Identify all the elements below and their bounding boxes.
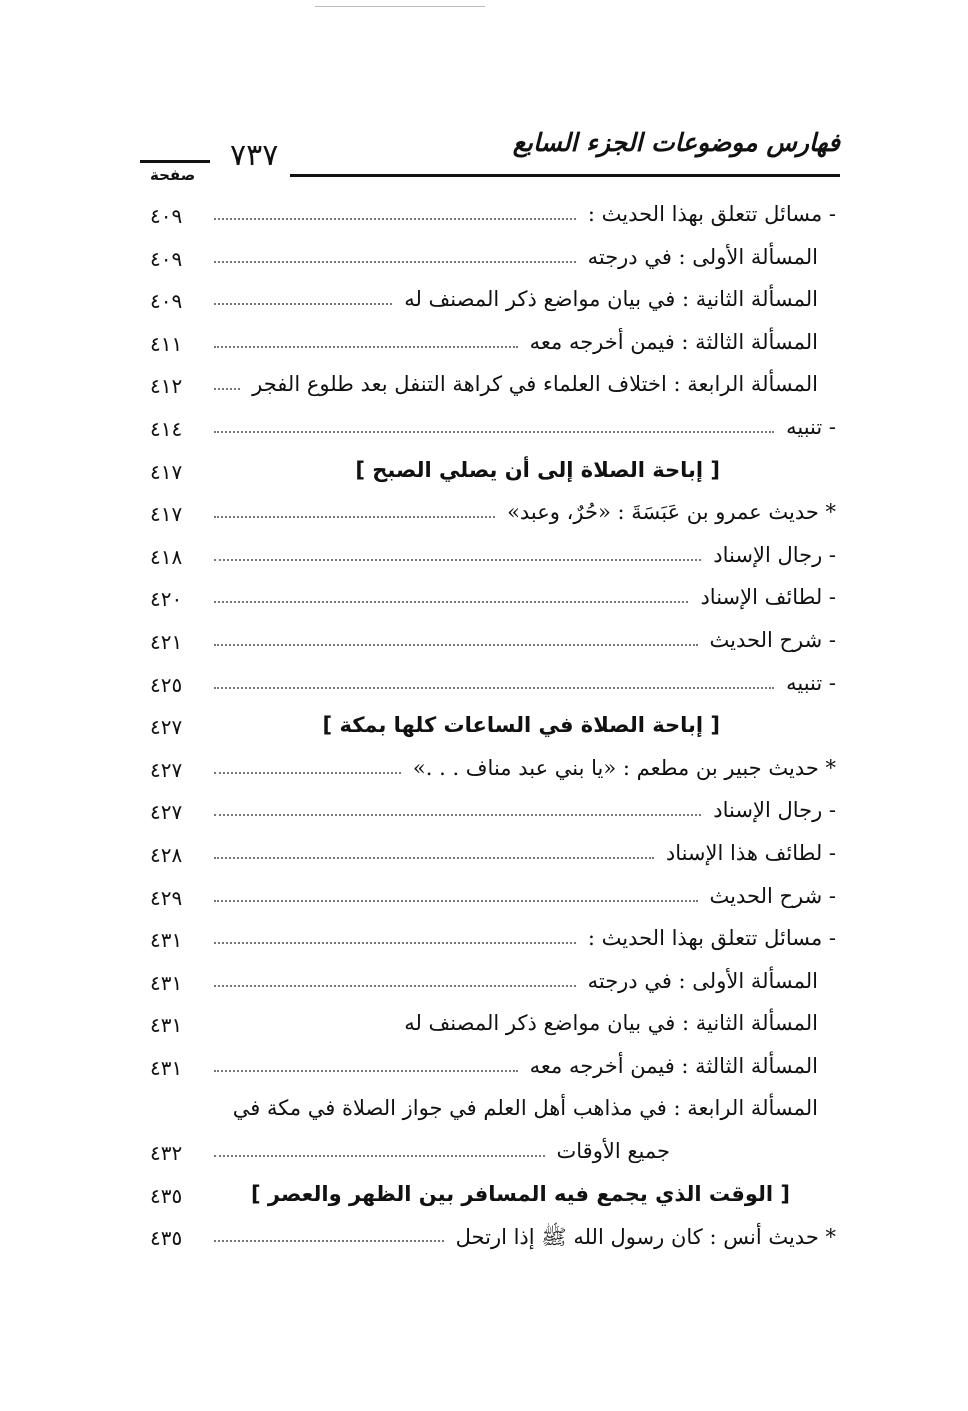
leader-dots [214, 644, 698, 646]
entry-page: ٤١١ [150, 331, 183, 356]
leader-dots [214, 814, 701, 816]
toc-entry [150, 1048, 840, 1091]
entry-page: ٤٣٢ [150, 1141, 183, 1166]
toc-entry [150, 409, 840, 452]
toc-entry [150, 366, 840, 409]
section-heading [150, 1176, 840, 1219]
entry-text: المسألة الثانية : في بيان مواضع ذكر المصنف له [398, 287, 818, 311]
heading-text: [ إباحة الصلاة في الساعات كلها بمكة ] [317, 713, 720, 737]
entry-text: جميع الأوقات [551, 1139, 670, 1163]
entry-text: - شرح الحديث [704, 628, 836, 652]
section-heading [150, 452, 840, 495]
toc-entry [150, 963, 840, 1006]
entry-text: المسألة الأولى : في درجته [582, 969, 818, 993]
entry-text: - مسائل تتعلق بهذا الحديث : [582, 926, 836, 950]
entry-page: ٤٢٩ [150, 885, 183, 910]
leader-dots [214, 985, 576, 987]
entry-page: ٤٣١ [150, 1013, 183, 1038]
entry-text: - لطائف الإسناد [694, 585, 836, 609]
entry-text: - رجال الإسناد [707, 543, 836, 567]
column-rule [140, 160, 210, 163]
running-title: فهارس موضوعات الجزء السابع [512, 128, 840, 157]
leader-dots [214, 900, 698, 902]
entry-page: ٤١٨ [150, 544, 183, 569]
leader-dots [214, 772, 401, 774]
toc-entry [150, 878, 840, 921]
leader-dots [214, 601, 688, 603]
top-rule [315, 6, 485, 7]
entry-page: ٤٢٨ [150, 842, 183, 867]
entry-text: المسألة الرابعة : في مذاهب أهل العلم في جواز الصلاة في مكة في [227, 1096, 818, 1120]
entry-text: * حديث عمرو بن عَبَسَةَ : «حُرٌ، وعبد» [501, 500, 836, 524]
toc-entry [150, 537, 840, 580]
toc-entry [150, 324, 840, 367]
entry-text: المسألة الثالثة : فيمن أخرجه معه [524, 330, 818, 354]
toc-entry [150, 920, 840, 963]
entry-text: المسألة الرابعة : اختلاف العلماء في كراهة التنفل بعد طلوع الفجر [246, 372, 818, 396]
entry-text: - لطائف هذا الإسناد [660, 841, 836, 865]
entry-page: ٤١٢ [150, 374, 183, 399]
toc-entry [150, 239, 840, 282]
heading-text: [ إباحة الصلاة إلى أن يصلي الصبح ] [349, 458, 720, 482]
entry-page: ٤٠٩ [150, 246, 183, 271]
entry-text: المسألة الثانية : في بيان مواضع ذكر المصنف له [398, 1011, 818, 1035]
leader-dots [214, 1070, 518, 1072]
entry-page: ٤٢٥ [150, 672, 183, 697]
entry-page: ٤٣٥ [150, 1183, 183, 1208]
table-of-contents [150, 196, 840, 1261]
entry-page: ٤١٧ [150, 502, 183, 527]
toc-entry [150, 750, 840, 793]
leader-dots [214, 218, 576, 220]
entry-text: - شرح الحديث [704, 884, 836, 908]
leader-dots [214, 388, 240, 390]
page-number: ٧٣٧ [230, 138, 279, 173]
toc-entry-continuation [150, 1133, 840, 1176]
toc-entry [150, 281, 840, 324]
page-header [140, 128, 840, 188]
entry-page: ٤٣١ [150, 970, 183, 995]
leader-dots [214, 303, 392, 305]
leader-dots [214, 516, 495, 518]
entry-page: ٤٠٩ [150, 289, 183, 314]
entry-text: * حديث جبير بن مطعم : «يا بني عبد مناف . . .» [407, 756, 836, 780]
entry-text: - تنبيه [780, 415, 836, 439]
leader-dots [214, 1240, 444, 1242]
toc-entry [150, 665, 840, 708]
entry-page: ٤٢١ [150, 629, 183, 654]
leader-dots [214, 431, 774, 433]
leader-dots [214, 942, 576, 944]
toc-entry [150, 494, 840, 537]
page-column-label: صفحة [150, 166, 196, 184]
entry-page: ٤٢٧ [150, 757, 183, 782]
leader-dots [214, 261, 576, 263]
section-heading [150, 707, 840, 750]
toc-entry [150, 792, 840, 835]
entry-text: - تنبيه [780, 671, 836, 695]
leader-dots [214, 1155, 545, 1157]
toc-entry [150, 1005, 840, 1048]
entry-text: المسألة الأولى : في درجته [582, 245, 818, 269]
entry-page: ٤٠٩ [150, 204, 183, 228]
toc-entry [150, 622, 840, 665]
leader-dots [214, 559, 701, 561]
entry-page: ٤٣١ [150, 928, 183, 953]
entry-text: - مسائل تتعلق بهذا الحديث : [582, 202, 836, 226]
toc-entry [150, 835, 840, 878]
toc-entry [150, 579, 840, 622]
heading-text: [ الوقت الذي يجمع فيه المسافر بين الظهر والعصر ] [245, 1182, 790, 1206]
entry-page: ٤٢٠ [150, 587, 183, 612]
toc-entry [150, 196, 840, 239]
entry-page: ٤١٤ [150, 416, 183, 441]
entry-text: * حديث أنس : كان رسول الله ﷺ إذا ارتحل [450, 1224, 836, 1255]
leader-dots [214, 857, 654, 859]
entry-page: ٤٢٧ [150, 715, 183, 740]
leader-dots [214, 687, 774, 689]
entry-page: ٤١٧ [150, 459, 183, 484]
entry-text: - رجال الإسناد [707, 798, 836, 822]
leader-dots [214, 346, 518, 348]
entry-text: المسألة الثالثة : فيمن أخرجه معه [524, 1054, 818, 1078]
entry-page: ٤٣١ [150, 1055, 183, 1080]
header-rule [290, 174, 840, 177]
toc-entry [150, 1090, 840, 1133]
toc-entry [150, 1218, 840, 1261]
entry-page: ٤٢٧ [150, 800, 183, 825]
entry-page: ٤٣٥ [150, 1226, 183, 1251]
